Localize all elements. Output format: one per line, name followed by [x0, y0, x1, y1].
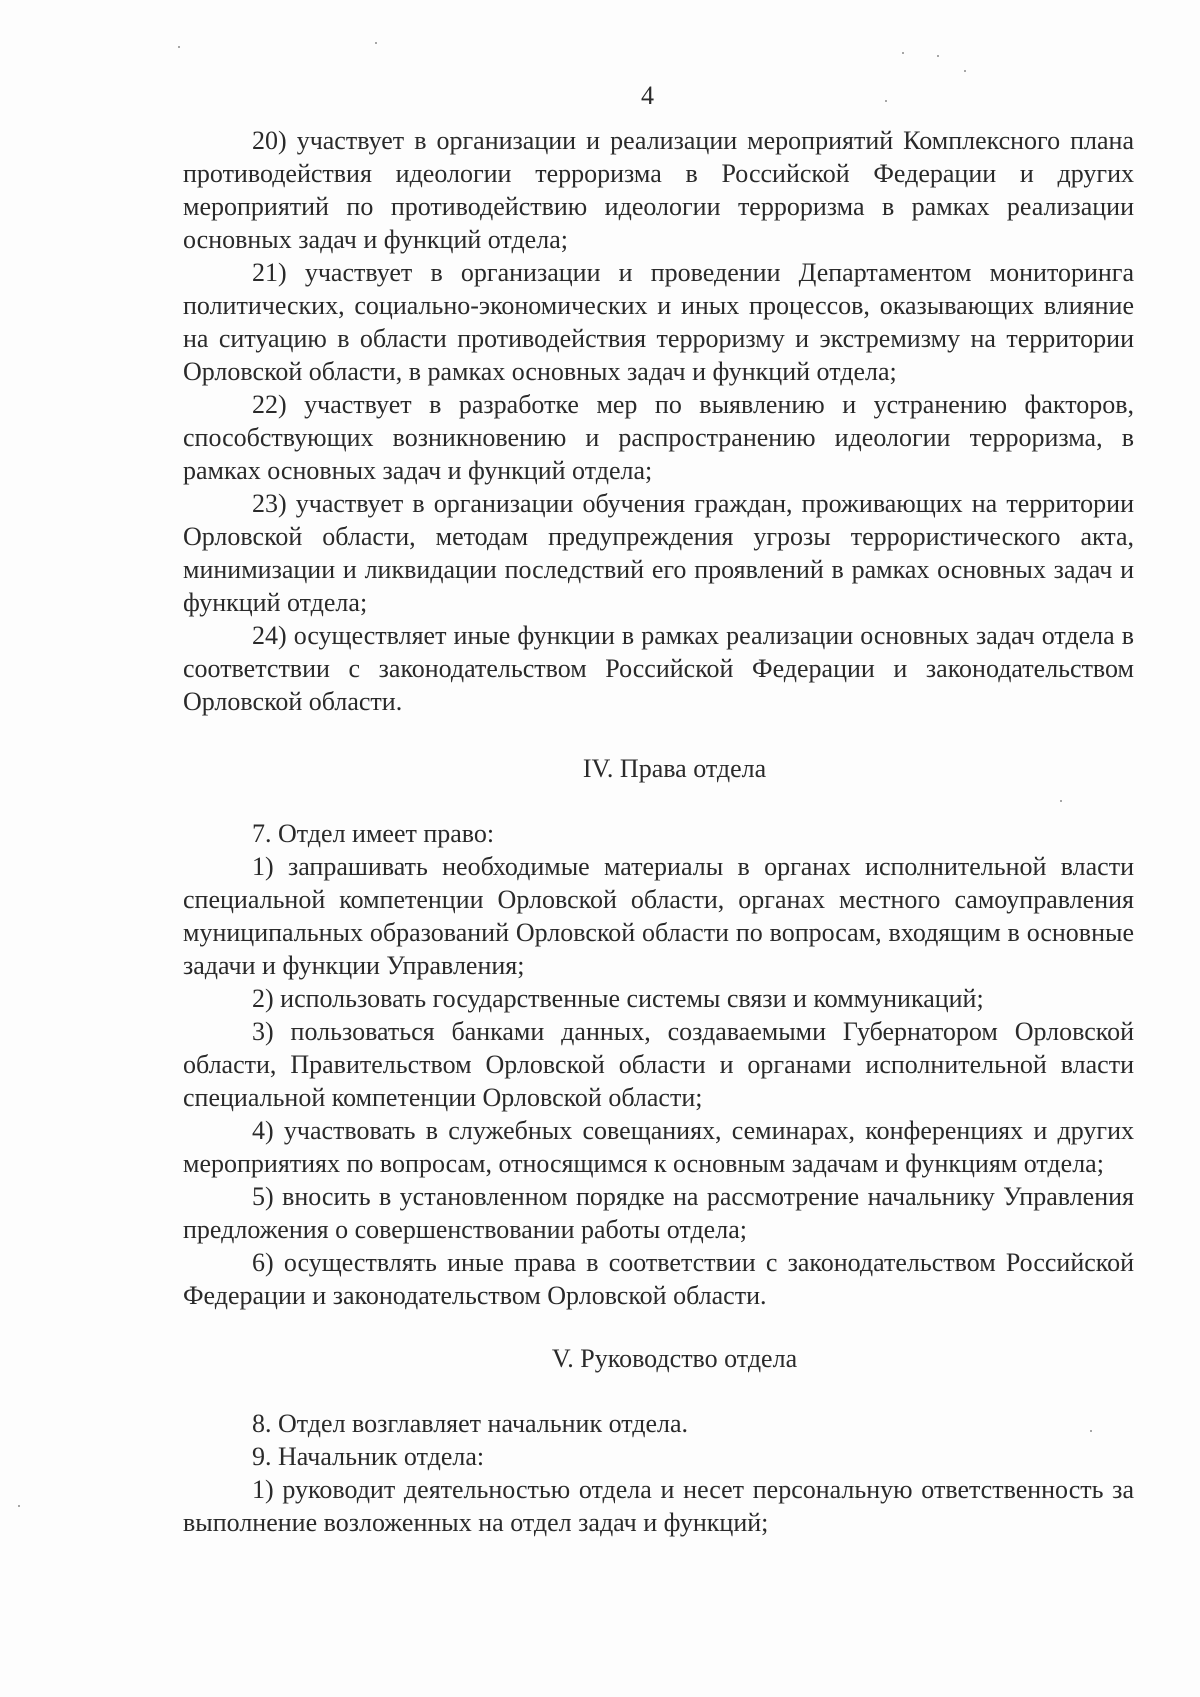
- scan-speck: [937, 55, 939, 57]
- section-heading-rights: IV. Права отдела: [582, 754, 767, 783]
- page-number: 4: [641, 81, 654, 110]
- list-item: 1) запрашивать необходимые материалы в органах исполнительной власти специальной компетенции Орловской области, органах местного самоуправления муниципальных образований Орловской области по вопросам, входящим в основные задачи и функции Управления;: [183, 852, 1134, 980]
- list-item: 5) вносить в установленном порядке на рассмотрение начальнику Управления предложения о совершенствовании работы отдела;: [183, 1182, 1134, 1244]
- list-item: 6) осуществлять иные права в соответствии с законодательством Российской Федерации и законодательством Орловской области.: [183, 1248, 1134, 1310]
- scan-speck: [18, 1505, 20, 1507]
- list-item: 24) осуществляет иные функции в рамках реализации основных задач отдела в соответствии с законодательством Российской Федерации и законодательством Орловской области.: [183, 621, 1134, 716]
- document-body: [183, 124, 1134, 1539]
- list-item: 21) участвует в организации и проведении Департаментом мониторинга политических, социально-экономических и иных процессов, оказывающих влияние на ситуацию в области противодействия терроризму и экстремизму на территории Орловской области, в рамках основных задач и функций отдела;: [183, 258, 1134, 386]
- list-item: 1) руководит деятельностью отдела и несет персональную ответственность за выполнение возложенных на отдел задач и функций;: [183, 1475, 1134, 1537]
- list-item: 4) участвовать в служебных совещаниях, семинарах, конференциях и других мероприятиях по вопросам, относящимся к основным задачам и функциям отдела;: [183, 1116, 1134, 1178]
- list-item: 23) участвует в организации обучения граждан, проживающих на территории Орловской области, методам предупреждения угрозы террористического акта, минимизации и ликвидации последствий его проявлений в рамках основных задач и функций отдела;: [183, 489, 1134, 617]
- clause-intro: 7. Отдел имеет право:: [252, 819, 495, 848]
- section-heading-management: V. Руководство отдела: [551, 1344, 798, 1373]
- clause: 8. Отдел возглавляет начальник отдела.: [252, 1409, 689, 1438]
- list-item: 22) участвует в разработке мер по выявлению и устранению факторов, способствующих возникновению и распространению идеологии терроризма, в рамках основных задач и функций отдела;: [183, 390, 1134, 485]
- scan-speck: [902, 52, 904, 54]
- list-item: 3) пользоваться банками данных, создаваемыми Губернатором Орловской области, Правительством Орловской области и органами исполнительной власти специальной компетенции Орловской области;: [183, 1017, 1134, 1112]
- scan-speck: [178, 46, 180, 48]
- list-item: 20) участвует в организации и реализации мероприятий Комплексного плана противодействия идеологии терроризма в Российской Федерации и других мероприятий по противодействию идеологии терроризма в рамках реализации основных задач и функций отдела;: [183, 126, 1134, 254]
- scan-speck: [375, 42, 377, 44]
- scan-speck: [964, 70, 966, 72]
- list-item: 2) использовать государственные системы связи и коммуникаций;: [252, 984, 984, 1013]
- clause-intro: 9. Начальник отдела:: [252, 1442, 485, 1471]
